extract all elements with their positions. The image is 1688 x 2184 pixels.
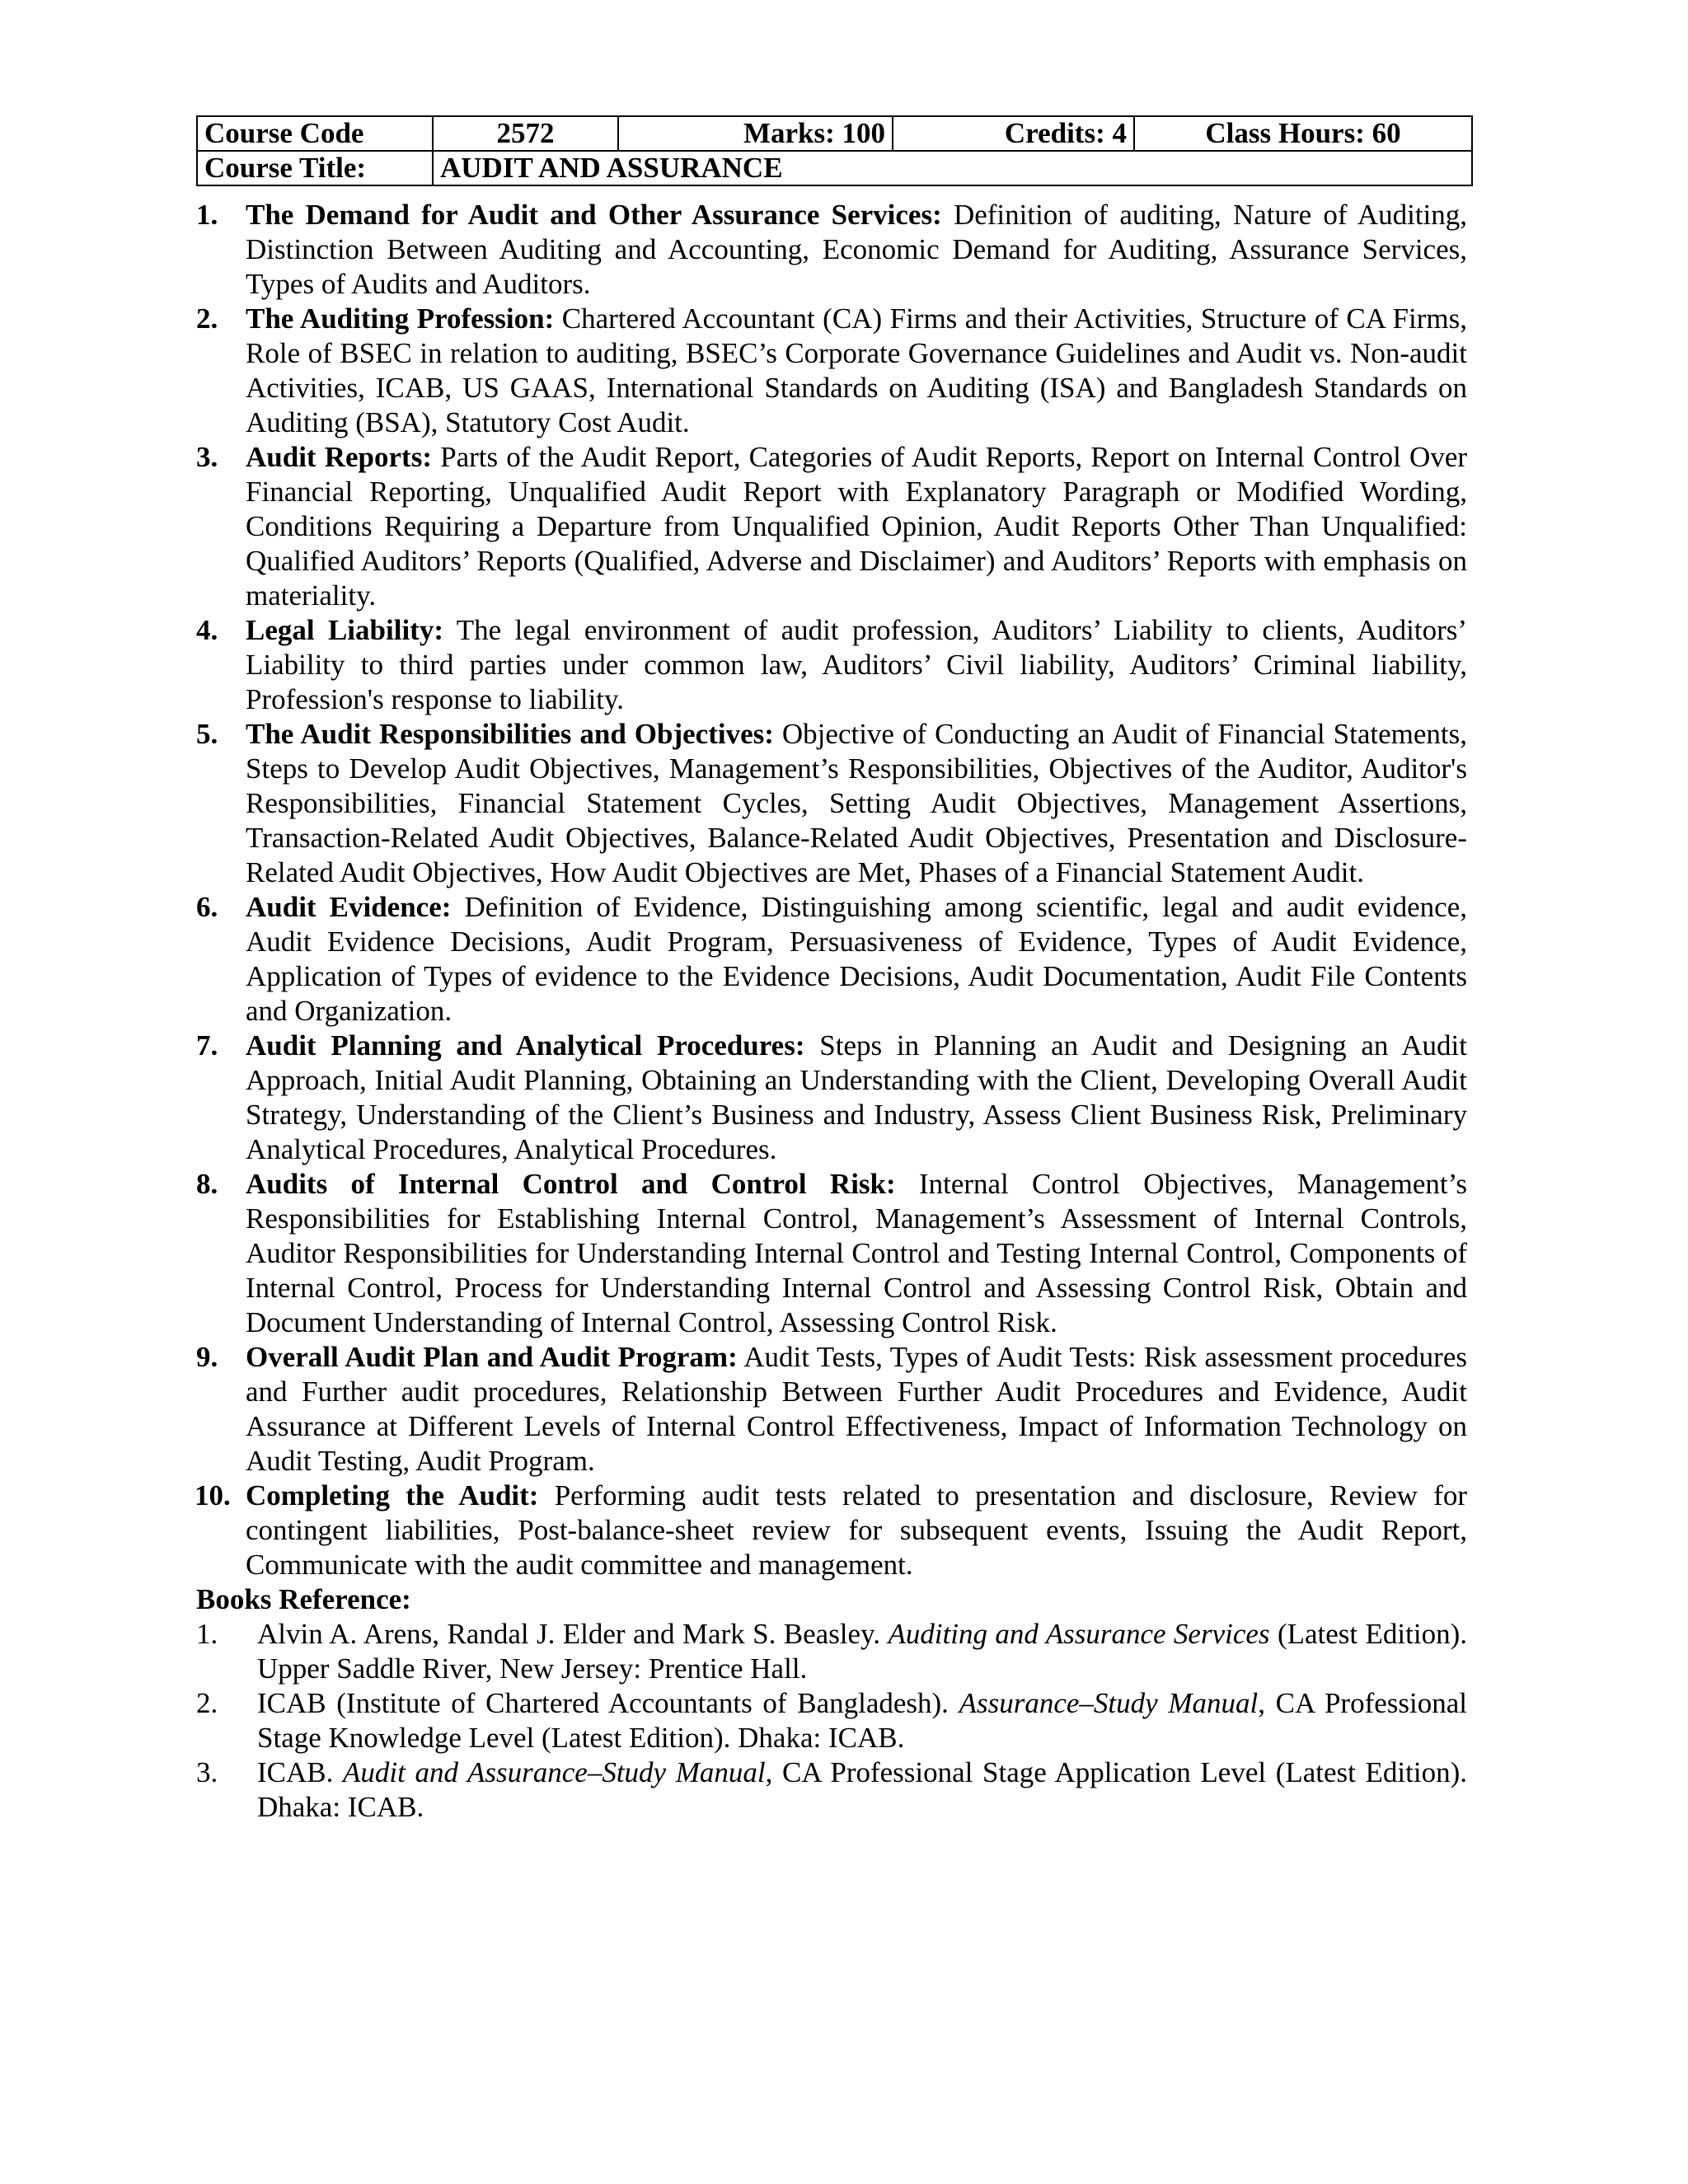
- topic-text: Chartered Accountant (CA) Firms and their Activities, Structure of CA Firms, Role of BSEC in relation to auditing, BSEC’s Corporate Governance Guidelines and Audit vs. Non-audit Activities, ICAB, US GAAS, International Standards on Auditing (ISA) and Bangladesh Standards on Auditing (BSA), Statutory Cost Audit.: [246, 302, 1467, 438]
- topic-number: 4.: [196, 614, 218, 646]
- class-hours-cell: Class Hours: 60: [1134, 116, 1472, 151]
- topic-number: 1.: [196, 199, 218, 231]
- topic-number: 2.: [196, 302, 218, 335]
- topic-title: Audit Evidence:: [246, 891, 452, 923]
- topic-list: [196, 198, 1467, 1582]
- topic-text: Internal Control Objectives, Management’s Responsibilities for Establishing Internal Control, Management’s Assessment of Internal Controls, Auditor Responsibilities for Understanding Internal Control and Testing Internal Control, Components of Internal Control, Process for Understanding Internal Control and Assessing Control Risk, Obtain and Document Understanding of Internal Control, Assessing Control Risk.: [246, 1168, 1467, 1338]
- book-title: Audit and Assurance–Study Manual: [343, 1756, 766, 1788]
- course-title-row: [197, 151, 1472, 185]
- topic-number: 6.: [196, 891, 218, 923]
- book-publication: , CA Professional Stage Knowledge Level (Latest Edition). Dhaka: ICAB.: [257, 1687, 1467, 1754]
- course-info-row: [197, 116, 1472, 151]
- course-code-label: Course Code: [197, 116, 433, 151]
- book-publication: , CA Professional Stage Application Level (Latest Edition). Dhaka: ICAB.: [257, 1756, 1467, 1823]
- book-authors: Alvin A. Arens: [257, 1618, 433, 1650]
- topic-title: Legal Liability:: [246, 614, 443, 646]
- topic-item: [196, 613, 1467, 717]
- course-title-label: Course Title:: [197, 151, 433, 185]
- book-item: [196, 1755, 1467, 1825]
- topic-number: 9.: [196, 1341, 218, 1373]
- topic-title: The Demand for Audit and Other Assurance Services:: [246, 199, 942, 231]
- topic-text: Steps in Planning an Audit and Designing an Audit Approach, Initial Audit Planning, Obtaining an Understanding with the Client, Developing Overall Audit Strategy, Understanding of the Client’s Business and Industry, Assess Client Business Risk, Preliminary Analytical Procedures, Analytical Procedures.: [246, 1029, 1467, 1165]
- book-publication: (Latest Edition). Upper Saddle River, New Jersey: Prentice Hall.: [257, 1618, 1467, 1685]
- books-reference-heading: Books Reference:: [196, 1583, 411, 1615]
- topic-item: [196, 1167, 1467, 1340]
- credits-cell: Credits: 4: [893, 116, 1134, 151]
- book-authors: ICAB (Institute of Chartered Accountants of Bangladesh).: [257, 1687, 959, 1719]
- topic-title: Overall Audit Plan and Audit Program:: [246, 1341, 738, 1373]
- topic-title: Completing the Audit:: [246, 1479, 539, 1511]
- book-title: Assurance–Study Manual: [959, 1687, 1259, 1719]
- book-authors-rest: , Randal J. Elder and Mark S. Beasley.: [432, 1618, 889, 1650]
- topic-text: Audit Tests, Types of Audit Tests: Risk assessment procedures and Further audit procedures, Relationship Between Further Audit Procedures and Evidence, Audit Assurance at Different Levels of Internal Control Effectiveness, Impact of Information Technology on Audit Testing, Audit Program.: [246, 1341, 1467, 1477]
- topic-text: Definition of auditing, Nature of Auditing, Distinction Between Auditing and Accounting, Economic Demand for Auditing, Assurance Services, Types of Audits and Auditors.: [246, 199, 1468, 300]
- topic-number: 5.: [196, 718, 218, 750]
- topic-item: [196, 1479, 1467, 1582]
- topic-item: [196, 890, 1467, 1029]
- topic-item: [196, 302, 1467, 440]
- topic-title: Audits of Internal Control and Control Risk:: [246, 1168, 896, 1200]
- course-title-value: AUDIT AND ASSURANCE: [433, 151, 1472, 185]
- topic-number: 3.: [196, 441, 218, 473]
- topic-item: [196, 1340, 1467, 1479]
- topic-text: Parts of the Audit Report, Categories of Audit Reports, Report on Internal Control Over Financial Reporting, Unqualified Audit Report with Explanatory Paragraph or Modified Wording, Conditions Requiring a Departure from Unqualified Opinion, Audit Reports Other Than Unqualified: Qualified Auditors’ Reports (Qualified, Adverse and Disclaimer) and Auditors’ Reports with emphasis on materiality.: [246, 441, 1468, 612]
- course-header-table: [196, 115, 1473, 186]
- topic-title: The Audit Responsibilities and Objectives:: [246, 718, 774, 750]
- book-number: 3.: [196, 1756, 218, 1788]
- topic-number: 10.: [195, 1479, 231, 1511]
- topic-number: 8.: [196, 1168, 218, 1200]
- topic-text: The legal environment of audit profession, Auditors’ Liability to clients, Auditors’ Liability to third parties under common law, Auditors’ Civil liability, Auditors’ Criminal liability, Profession's response to liability.: [246, 614, 1468, 715]
- book-number: 2.: [196, 1687, 218, 1719]
- book-item: [196, 1617, 1467, 1686]
- topic-title: The Auditing Profession:: [246, 302, 555, 335]
- topic-number: 7.: [196, 1029, 218, 1062]
- topic-text: Definition of Evidence, Distinguishing among scientific, legal and audit evidence, Audit Evidence Decisions, Audit Program, Persuasiveness of Evidence, Types of Audit Evidence, Application of Types of evidence to the Evidence Decisions, Audit Documentation, Audit File Contents and Organization.: [246, 891, 1468, 1027]
- topic-title: Audit Planning and Analytical Procedures:: [246, 1029, 805, 1062]
- book-item: [196, 1686, 1467, 1755]
- book-title: Auditing and Assurance Services: [888, 1618, 1270, 1650]
- marks-cell: Marks: 100: [618, 116, 893, 151]
- topic-item: [196, 440, 1467, 613]
- topic-item: [196, 1029, 1467, 1167]
- book-number: 1.: [196, 1618, 218, 1650]
- course-code-value: 2572: [433, 116, 618, 151]
- topic-item: [196, 198, 1467, 302]
- topic-text: Objective of Conducting an Audit of Financial Statements, Steps to Develop Audit Objectives, Management’s Responsibilities, Objectives of the Auditor, Auditor's Responsibilities, Financial Statement Cycles, Setting Audit Objectives, Management Assertions, Transaction-Related Audit Objectives, Balance-Related Audit Objectives, Presentation and Disclosure-Related Audit Objectives, How Audit Objectives are Met, Phases of a Financial Statement Audit.: [246, 718, 1467, 888]
- topic-item: [196, 717, 1467, 890]
- books-list: [196, 1617, 1467, 1825]
- book-authors: ICAB.: [257, 1756, 344, 1788]
- topic-title: Audit Reports:: [246, 441, 432, 473]
- syllabus-page: [196, 115, 1467, 1825]
- topic-text: Performing audit tests related to presentation and disclosure, Review for contingent liabilities, Post-balance-sheet review for subsequent events, Issuing the Audit Report, Communicate with the audit committee and management.: [246, 1479, 1467, 1581]
